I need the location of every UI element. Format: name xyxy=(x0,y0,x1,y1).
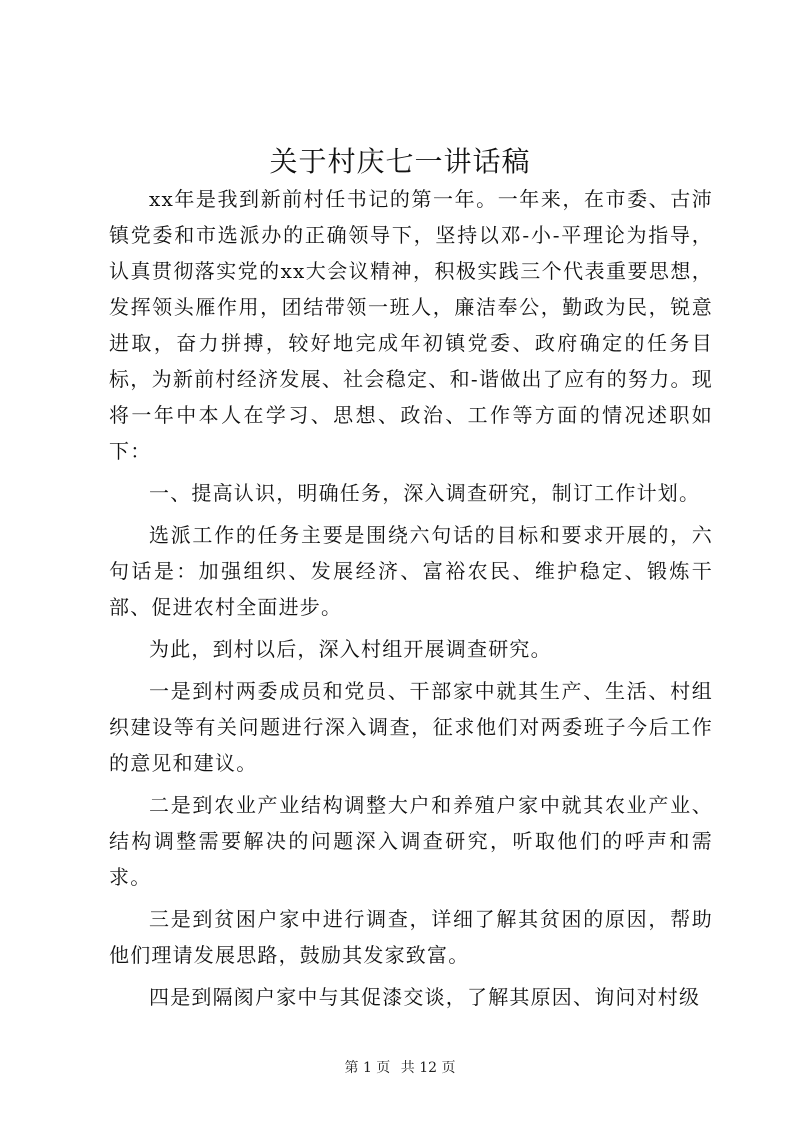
paragraph: xx年是我到新前村任书记的第一年。一年来，在市委、古沛镇党委和市选派办的正确领导下，坚持以邓-小-平理论为指导，认真贯彻落实党的xx大会议精神，积极实践三个代表重要思想，发挥领头雁作用，团结带领一班人，廉洁奉公，勤政为民，锐意进取，奋力拼搏，较好地完成年初镇党委、政府确定的任务目标，为新前村经济发展、社会稳定、和-谐做出了应有的努力。现将一年中本人在学习、思想、政治、工作等方面的情况述职如下： xyxy=(109,187,713,463)
paragraph: 一是到村两委成员和党员、干部家中就其生产、生活、村组织建设等有关问题进行深入调查，征求他们对两委班子今后工作的意见和建议。 xyxy=(109,679,713,775)
paragraph: 二是到农业产业结构调整大户和养殖户家中就其农业产业、结构调整需要解决的问题深入调查研究，听取他们的呼声和需求。 xyxy=(109,793,713,889)
page-number: 第 1 页 xyxy=(344,1060,391,1076)
paragraph: 选派工作的任务主要是围绕六句话的目标和要求开展的，六句话是：加强组织、发展经济、富裕农民、维护稳定、锻炼干部、促进农村全面进步。 xyxy=(109,523,713,619)
paragraph: 一、提高认识，明确任务，深入调查研究，制订工作计划。 xyxy=(149,481,701,505)
page-footer xyxy=(0,1058,800,1078)
paragraph: 为此，到村以后，深入村组开展调查研究。 xyxy=(149,637,552,661)
paragraph: 四是到隔阂户家中与其促漆交谈，了解其原因、询问对村级 xyxy=(149,985,701,1009)
paragraph: 三是到贫困户家中进行调查，详细了解其贫困的原因，帮助他们理请发展思路，鼓励其发家致富。 xyxy=(109,907,713,967)
document-body xyxy=(109,181,713,1015)
page-total: 共 12 页 xyxy=(400,1060,456,1076)
document-title: 关于村庆七一讲话稿 xyxy=(269,145,531,178)
